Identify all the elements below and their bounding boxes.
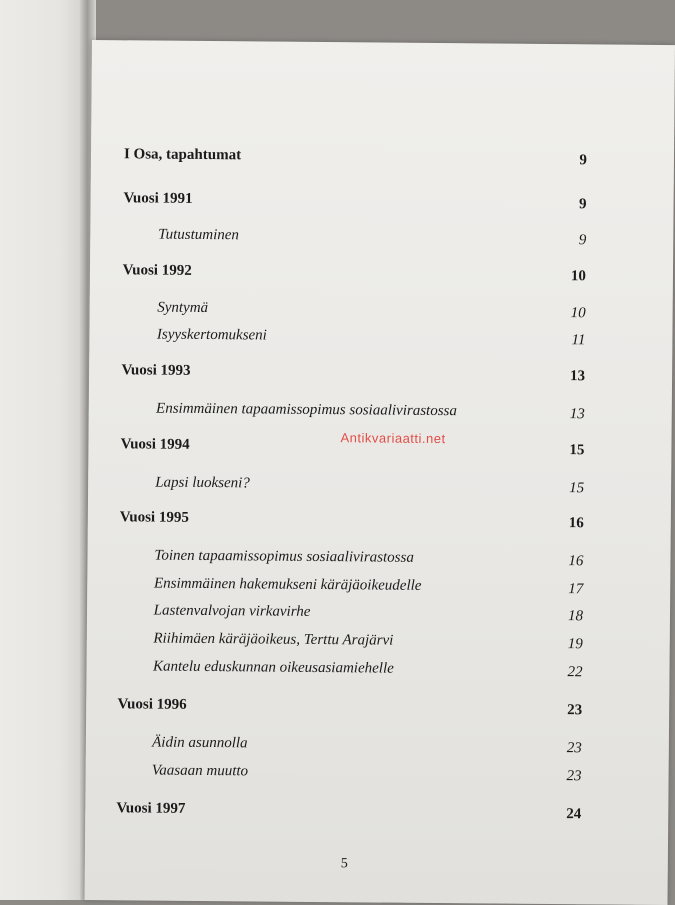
toc-subheading: Isyyskertomukseni xyxy=(156,326,267,344)
toc-page-number: 24 xyxy=(566,806,582,823)
watermark: Antikvariaatti.net xyxy=(340,430,446,447)
toc-page-number: 15 xyxy=(569,480,585,497)
toc-subheading: Äidin asunnolla xyxy=(152,734,248,752)
toc-page-number: 18 xyxy=(567,608,584,625)
toc-page-number: 23 xyxy=(567,702,583,719)
toc-page-number: 9 xyxy=(579,196,587,213)
toc-row xyxy=(92,40,675,169)
toc-heading: I Osa, tapahtumat xyxy=(123,146,242,164)
toc-subheading: Lapsi luokseni? xyxy=(155,474,250,492)
toc-heading: Vuosi 1992 xyxy=(122,262,192,279)
toc-page-number: 22 xyxy=(567,664,583,681)
toc-subheading: Ensimmäinen tapaamissopimus sosiaalivirastossa xyxy=(156,400,458,420)
toc-page-number: 11 xyxy=(571,332,586,349)
toc-page-number: 10 xyxy=(570,268,587,285)
toc-page-number: 15 xyxy=(569,442,585,459)
toc-heading: Vuosi 1997 xyxy=(116,800,186,817)
toc-page-number: 19 xyxy=(567,636,583,653)
toc-page-number: 10 xyxy=(570,305,586,322)
toc-subheading: Tutustuminen xyxy=(158,226,240,244)
toc-heading: Vuosi 1994 xyxy=(120,436,190,453)
toc-heading: Vuosi 1991 xyxy=(123,190,193,207)
toc-page-number: 23 xyxy=(566,768,582,785)
toc-page-number: 13 xyxy=(570,368,586,385)
toc-page-number: 9 xyxy=(579,152,588,169)
toc-heading: Vuosi 1996 xyxy=(117,696,187,713)
book-page xyxy=(84,40,674,905)
page-number: 5 xyxy=(340,856,348,872)
toc-page-number: 23 xyxy=(566,740,582,757)
table-of-contents xyxy=(84,40,674,905)
toc-subheading: Kantelu eduskunnan oikeusasiamiehelle xyxy=(152,658,394,677)
toc-subheading: Lastenvalvojan virkavirhe xyxy=(153,602,311,620)
toc-heading: Vuosi 1993 xyxy=(121,362,191,379)
toc-heading: Vuosi 1995 xyxy=(119,509,189,526)
toc-subheading: Ensimmäinen hakemukseni käräjäoikeudelle xyxy=(153,575,422,594)
toc-page-number: 9 xyxy=(578,232,587,249)
toc-page-number: 13 xyxy=(569,406,585,423)
left-page xyxy=(0,0,86,900)
toc-subheading: Syntymä xyxy=(157,299,209,317)
toc-page-number: 16 xyxy=(568,515,584,532)
toc-page-number: 17 xyxy=(568,581,584,598)
toc-page-number: 16 xyxy=(568,553,584,570)
toc-subheading: Vaasaan muutto xyxy=(151,762,249,780)
toc-subheading: Toinen tapaamissopimus sosiaalivirastossa xyxy=(154,547,414,566)
toc-subheading: Riihimäen käräjäoikeus, Terttu Arajärvi xyxy=(153,630,394,649)
